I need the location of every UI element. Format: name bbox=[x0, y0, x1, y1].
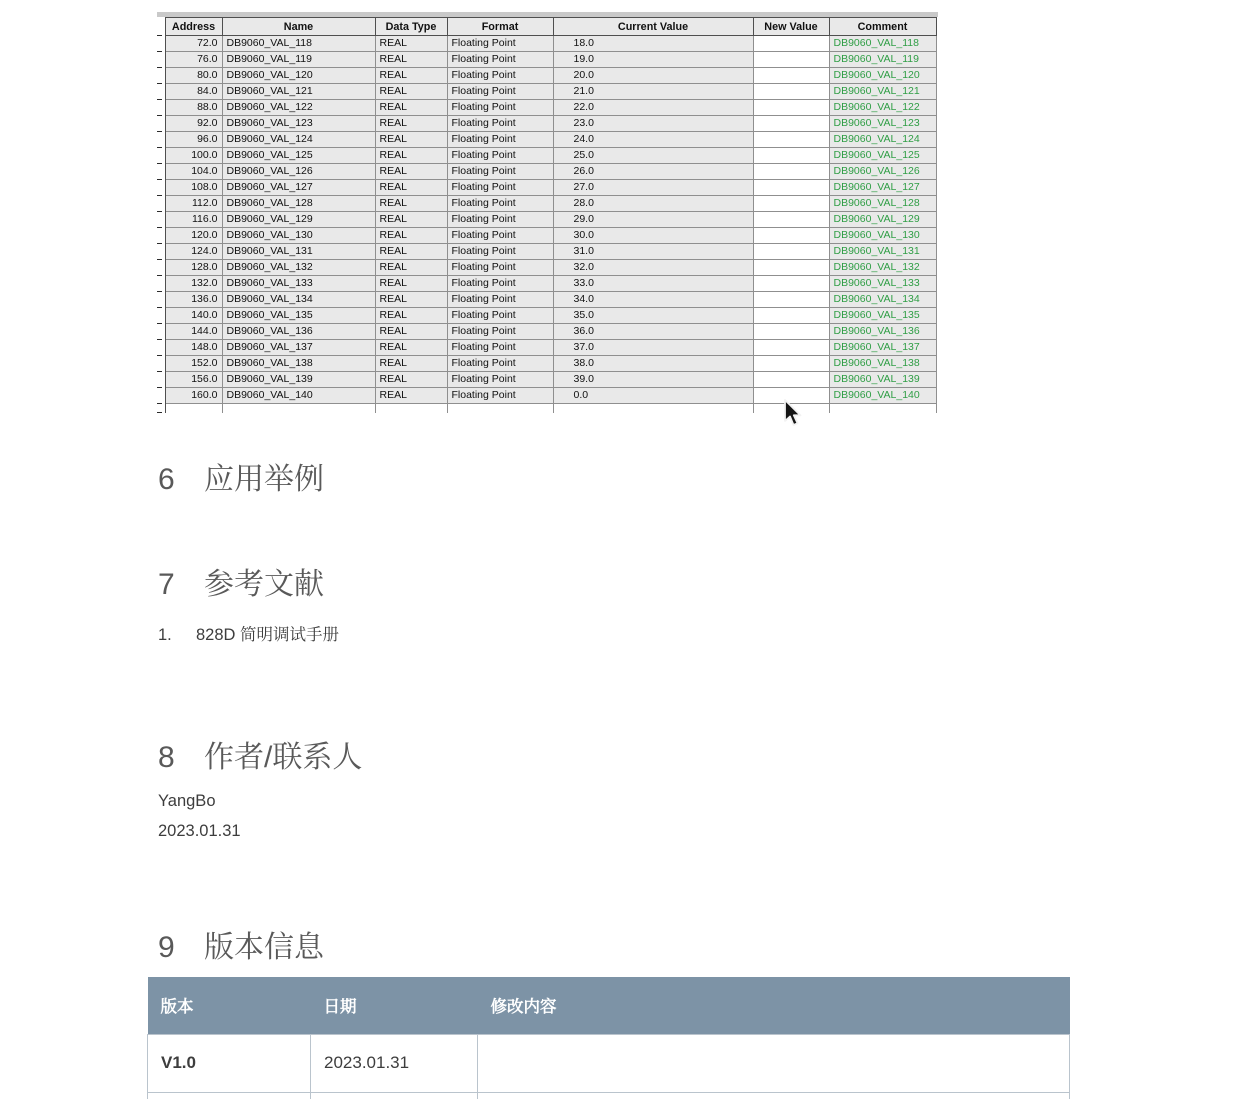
arrow-cursor-icon bbox=[783, 399, 805, 429]
row-marker bbox=[157, 148, 165, 164]
col-header-name: Name bbox=[222, 18, 375, 36]
format-cell: Floating Point bbox=[447, 116, 553, 132]
row-marker bbox=[157, 340, 165, 356]
new-value-cell[interactable] bbox=[753, 244, 829, 260]
address-cell: 108.0 bbox=[165, 180, 222, 196]
address-cell: 80.0 bbox=[165, 68, 222, 84]
section-number: 8 bbox=[158, 741, 175, 774]
row-marker bbox=[157, 228, 165, 244]
name-cell: DB9060_VAL_137 bbox=[222, 340, 375, 356]
comment-cell: DB9060_VAL_122 bbox=[829, 100, 936, 116]
new-value-cell[interactable] bbox=[753, 52, 829, 68]
section-title: 版本信息 bbox=[204, 931, 324, 964]
new-value-cell[interactable] bbox=[753, 260, 829, 276]
section-number: 9 bbox=[158, 931, 175, 964]
comment-cell: DB9060_VAL_132 bbox=[829, 260, 936, 276]
format-cell: Floating Point bbox=[447, 180, 553, 196]
address-cell: 148.0 bbox=[165, 340, 222, 356]
address-cell: 152.0 bbox=[165, 356, 222, 372]
data-type-cell: REAL bbox=[375, 100, 447, 116]
reference-index: 1. bbox=[158, 626, 172, 644]
table-row bbox=[157, 164, 936, 180]
format-cell: Floating Point bbox=[447, 36, 553, 52]
current-value-cell: 32.0 bbox=[553, 260, 753, 276]
reference-text: 828D 简明调试手册 bbox=[196, 626, 340, 644]
version-table-partial-row bbox=[148, 1092, 1070, 1099]
format-cell: Floating Point bbox=[447, 212, 553, 228]
row-marker bbox=[157, 52, 165, 68]
current-value-cell: 37.0 bbox=[553, 340, 753, 356]
table-row bbox=[157, 100, 936, 116]
new-value-cell[interactable] bbox=[753, 36, 829, 52]
row-marker bbox=[157, 212, 165, 228]
current-value-cell: 0.0 bbox=[553, 388, 753, 404]
address-cell: 124.0 bbox=[165, 244, 222, 260]
name-cell: DB9060_VAL_121 bbox=[222, 84, 375, 100]
address-cell: 72.0 bbox=[165, 36, 222, 52]
current-value-cell: 22.0 bbox=[553, 100, 753, 116]
section-title: 作者/联系人 bbox=[204, 741, 363, 774]
col-header-format: Format bbox=[447, 18, 553, 36]
format-cell: Floating Point bbox=[447, 84, 553, 100]
data-type-cell: REAL bbox=[375, 356, 447, 372]
author-name: YangBo bbox=[158, 792, 216, 810]
table-row bbox=[157, 292, 936, 308]
current-value-cell: 19.0 bbox=[553, 52, 753, 68]
table-row bbox=[157, 132, 936, 148]
format-cell: Floating Point bbox=[447, 324, 553, 340]
format-cell: Floating Point bbox=[447, 356, 553, 372]
section-title: 参考文献 bbox=[204, 568, 324, 601]
col-header-current-value: Current Value bbox=[553, 18, 753, 36]
data-type-cell: REAL bbox=[375, 180, 447, 196]
name-cell: DB9060_VAL_129 bbox=[222, 212, 375, 228]
comment-cell: DB9060_VAL_136 bbox=[829, 324, 936, 340]
new-value-cell[interactable] bbox=[753, 164, 829, 180]
current-value-cell: 18.0 bbox=[553, 36, 753, 52]
table-row bbox=[157, 228, 936, 244]
new-value-cell[interactable] bbox=[753, 324, 829, 340]
comment-cell: DB9060_VAL_135 bbox=[829, 308, 936, 324]
name-cell: DB9060_VAL_132 bbox=[222, 260, 375, 276]
format-cell: Floating Point bbox=[447, 308, 553, 324]
table-row bbox=[157, 356, 936, 372]
col-header-comment: Comment bbox=[829, 18, 936, 36]
new-value-cell[interactable] bbox=[753, 180, 829, 196]
data-type-cell: REAL bbox=[375, 292, 447, 308]
comment-cell: DB9060_VAL_129 bbox=[829, 212, 936, 228]
comment-cell: DB9060_VAL_124 bbox=[829, 132, 936, 148]
address-cell: 140.0 bbox=[165, 308, 222, 324]
name-cell: DB9060_VAL_127 bbox=[222, 180, 375, 196]
date-cell: 2023.01.31 bbox=[311, 1034, 478, 1092]
current-value-cell: 29.0 bbox=[553, 212, 753, 228]
version-table-row bbox=[148, 1034, 1070, 1092]
plc-watch-table bbox=[157, 12, 940, 413]
table-row bbox=[157, 372, 936, 388]
name-cell: DB9060_VAL_128 bbox=[222, 196, 375, 212]
data-type-cell: REAL bbox=[375, 260, 447, 276]
name-cell: DB9060_VAL_119 bbox=[222, 52, 375, 68]
address-cell: 144.0 bbox=[165, 324, 222, 340]
table-row bbox=[157, 52, 936, 68]
row-marker bbox=[157, 164, 165, 180]
current-value-cell: 24.0 bbox=[553, 132, 753, 148]
current-value-cell: 20.0 bbox=[553, 68, 753, 84]
section-title: 应用举例 bbox=[204, 463, 324, 496]
name-cell: DB9060_VAL_131 bbox=[222, 244, 375, 260]
address-cell: 116.0 bbox=[165, 212, 222, 228]
current-value-cell: 38.0 bbox=[553, 356, 753, 372]
address-cell: 112.0 bbox=[165, 196, 222, 212]
version-cell: V1.0 bbox=[148, 1034, 311, 1092]
data-type-cell: REAL bbox=[375, 116, 447, 132]
address-cell: 76.0 bbox=[165, 52, 222, 68]
table-row bbox=[157, 116, 936, 132]
name-cell: DB9060_VAL_120 bbox=[222, 68, 375, 84]
data-type-cell: REAL bbox=[375, 276, 447, 292]
comment-cell: DB9060_VAL_133 bbox=[829, 276, 936, 292]
data-type-cell: REAL bbox=[375, 196, 447, 212]
name-cell: DB9060_VAL_133 bbox=[222, 276, 375, 292]
table-row bbox=[157, 340, 936, 356]
name-cell: DB9060_VAL_140 bbox=[222, 388, 375, 404]
data-type-cell: REAL bbox=[375, 244, 447, 260]
row-marker bbox=[157, 260, 165, 276]
comment-cell: DB9060_VAL_128 bbox=[829, 196, 936, 212]
new-value-cell[interactable] bbox=[753, 340, 829, 356]
new-value-cell[interactable] bbox=[753, 308, 829, 324]
table-row bbox=[157, 68, 936, 84]
comment-cell: DB9060_VAL_139 bbox=[829, 372, 936, 388]
current-value-cell: 35.0 bbox=[553, 308, 753, 324]
address-cell: 120.0 bbox=[165, 228, 222, 244]
version-info-table bbox=[147, 977, 1070, 1099]
table-row bbox=[157, 36, 936, 52]
current-value-cell: 31.0 bbox=[553, 244, 753, 260]
comment-cell: DB9060_VAL_118 bbox=[829, 36, 936, 52]
format-cell: Floating Point bbox=[447, 372, 553, 388]
data-type-cell: REAL bbox=[375, 372, 447, 388]
new-value-cell[interactable] bbox=[753, 212, 829, 228]
comment-cell: DB9060_VAL_127 bbox=[829, 180, 936, 196]
current-value-cell: 39.0 bbox=[553, 372, 753, 388]
new-value-cell[interactable] bbox=[753, 356, 829, 372]
section-heading-7 bbox=[158, 567, 324, 603]
table-row bbox=[157, 84, 936, 100]
name-cell: DB9060_VAL_130 bbox=[222, 228, 375, 244]
col-header-date: 日期 bbox=[311, 977, 478, 1034]
row-marker-column bbox=[157, 18, 165, 36]
current-value-cell: 36.0 bbox=[553, 324, 753, 340]
row-marker bbox=[157, 308, 165, 324]
comment-cell: DB9060_VAL_121 bbox=[829, 84, 936, 100]
format-cell: Floating Point bbox=[447, 196, 553, 212]
row-marker bbox=[157, 36, 165, 52]
comment-cell: DB9060_VAL_131 bbox=[829, 244, 936, 260]
table-row bbox=[157, 276, 936, 292]
changes-cell bbox=[478, 1034, 1070, 1092]
data-type-cell: REAL bbox=[375, 68, 447, 84]
address-cell: 136.0 bbox=[165, 292, 222, 308]
empty-partial-row bbox=[157, 404, 936, 413]
row-marker bbox=[157, 324, 165, 340]
name-cell: DB9060_VAL_125 bbox=[222, 148, 375, 164]
col-header-version: 版本 bbox=[148, 977, 311, 1034]
format-cell: Floating Point bbox=[447, 68, 553, 84]
data-type-cell: REAL bbox=[375, 36, 447, 52]
current-value-cell: 33.0 bbox=[553, 276, 753, 292]
comment-cell: DB9060_VAL_137 bbox=[829, 340, 936, 356]
table-row bbox=[157, 388, 936, 404]
new-value-cell[interactable] bbox=[753, 292, 829, 308]
format-cell: Floating Point bbox=[447, 228, 553, 244]
version-table-header-row bbox=[148, 977, 1070, 1034]
row-marker bbox=[157, 292, 165, 308]
data-type-cell: REAL bbox=[375, 308, 447, 324]
comment-cell: DB9060_VAL_138 bbox=[829, 356, 936, 372]
comment-cell: DB9060_VAL_123 bbox=[829, 116, 936, 132]
comment-cell: DB9060_VAL_126 bbox=[829, 164, 936, 180]
address-cell: 100.0 bbox=[165, 148, 222, 164]
name-cell: DB9060_VAL_122 bbox=[222, 100, 375, 116]
comment-cell: DB9060_VAL_140 bbox=[829, 388, 936, 404]
data-type-cell: REAL bbox=[375, 84, 447, 100]
section-heading-6 bbox=[158, 462, 324, 498]
format-cell: Floating Point bbox=[447, 132, 553, 148]
address-cell: 160.0 bbox=[165, 388, 222, 404]
format-cell: Floating Point bbox=[447, 164, 553, 180]
row-marker bbox=[157, 244, 165, 260]
watch-table-header-row bbox=[157, 18, 936, 36]
name-cell: DB9060_VAL_118 bbox=[222, 36, 375, 52]
name-cell: DB9060_VAL_135 bbox=[222, 308, 375, 324]
comment-cell: DB9060_VAL_119 bbox=[829, 52, 936, 68]
address-cell: 92.0 bbox=[165, 116, 222, 132]
format-cell: Floating Point bbox=[447, 100, 553, 116]
reference-list-item bbox=[158, 621, 339, 645]
address-cell: 88.0 bbox=[165, 100, 222, 116]
table-row bbox=[157, 180, 936, 196]
name-cell: DB9060_VAL_124 bbox=[222, 132, 375, 148]
col-header-address: Address bbox=[165, 18, 222, 36]
format-cell: Floating Point bbox=[447, 148, 553, 164]
col-header-changes: 修改内容 bbox=[478, 977, 1070, 1034]
format-cell: Floating Point bbox=[447, 52, 553, 68]
comment-cell: DB9060_VAL_120 bbox=[829, 68, 936, 84]
table-row bbox=[157, 196, 936, 212]
section-number: 7 bbox=[158, 568, 175, 601]
comment-cell: DB9060_VAL_125 bbox=[829, 148, 936, 164]
name-cell: DB9060_VAL_136 bbox=[222, 324, 375, 340]
address-cell: 132.0 bbox=[165, 276, 222, 292]
name-cell: DB9060_VAL_139 bbox=[222, 372, 375, 388]
table-row bbox=[157, 308, 936, 324]
name-cell: DB9060_VAL_123 bbox=[222, 116, 375, 132]
current-value-cell: 27.0 bbox=[553, 180, 753, 196]
row-marker bbox=[157, 388, 165, 404]
row-marker bbox=[157, 372, 165, 388]
name-cell: DB9060_VAL_126 bbox=[222, 164, 375, 180]
data-type-cell: REAL bbox=[375, 52, 447, 68]
format-cell: Floating Point bbox=[447, 276, 553, 292]
table-row bbox=[157, 260, 936, 276]
section-number: 6 bbox=[158, 463, 175, 496]
table-row bbox=[157, 148, 936, 164]
format-cell: Floating Point bbox=[447, 388, 553, 404]
new-value-cell[interactable] bbox=[753, 372, 829, 388]
row-marker bbox=[157, 276, 165, 292]
data-type-cell: REAL bbox=[375, 148, 447, 164]
new-value-cell[interactable] bbox=[753, 228, 829, 244]
table-row bbox=[157, 244, 936, 260]
data-type-cell: REAL bbox=[375, 164, 447, 180]
address-cell: 128.0 bbox=[165, 260, 222, 276]
address-cell: 84.0 bbox=[165, 84, 222, 100]
watch-table-grid bbox=[157, 17, 937, 413]
row-marker bbox=[157, 196, 165, 212]
data-type-cell: REAL bbox=[375, 388, 447, 404]
data-type-cell: REAL bbox=[375, 228, 447, 244]
format-cell: Floating Point bbox=[447, 260, 553, 276]
row-marker bbox=[157, 180, 165, 196]
new-value-cell[interactable] bbox=[753, 132, 829, 148]
col-header-data-type: Data Type bbox=[375, 18, 447, 36]
new-value-cell[interactable] bbox=[753, 68, 829, 84]
new-value-cell[interactable] bbox=[753, 148, 829, 164]
row-marker bbox=[157, 84, 165, 100]
current-value-cell: 25.0 bbox=[553, 148, 753, 164]
format-cell: Floating Point bbox=[447, 244, 553, 260]
new-value-cell[interactable] bbox=[753, 196, 829, 212]
row-marker bbox=[157, 404, 165, 413]
col-header-new-value: New Value bbox=[753, 18, 829, 36]
address-cell: 104.0 bbox=[165, 164, 222, 180]
data-type-cell: REAL bbox=[375, 340, 447, 356]
address-cell: 156.0 bbox=[165, 372, 222, 388]
row-marker bbox=[157, 132, 165, 148]
current-value-cell: 23.0 bbox=[553, 116, 753, 132]
row-marker bbox=[157, 100, 165, 116]
table-row bbox=[157, 212, 936, 228]
data-type-cell: REAL bbox=[375, 324, 447, 340]
author-contact-block bbox=[158, 786, 241, 846]
name-cell: DB9060_VAL_138 bbox=[222, 356, 375, 372]
row-marker bbox=[157, 68, 165, 84]
table-row bbox=[157, 324, 936, 340]
row-marker bbox=[157, 116, 165, 132]
current-value-cell: 26.0 bbox=[553, 164, 753, 180]
section-heading-9 bbox=[158, 930, 324, 966]
new-value-cell[interactable] bbox=[753, 100, 829, 116]
current-value-cell: 30.0 bbox=[553, 228, 753, 244]
current-value-cell: 21.0 bbox=[553, 84, 753, 100]
data-type-cell: REAL bbox=[375, 212, 447, 228]
new-value-cell[interactable] bbox=[753, 116, 829, 132]
current-value-cell: 28.0 bbox=[553, 196, 753, 212]
comment-cell: DB9060_VAL_130 bbox=[829, 228, 936, 244]
author-date: 2023.01.31 bbox=[158, 822, 241, 840]
new-value-cell[interactable] bbox=[753, 276, 829, 292]
section-heading-8 bbox=[158, 740, 362, 776]
new-value-cell[interactable] bbox=[753, 84, 829, 100]
format-cell: Floating Point bbox=[447, 340, 553, 356]
row-marker bbox=[157, 356, 165, 372]
address-cell: 96.0 bbox=[165, 132, 222, 148]
current-value-cell: 34.0 bbox=[553, 292, 753, 308]
data-type-cell: REAL bbox=[375, 132, 447, 148]
format-cell: Floating Point bbox=[447, 292, 553, 308]
name-cell: DB9060_VAL_134 bbox=[222, 292, 375, 308]
comment-cell: DB9060_VAL_134 bbox=[829, 292, 936, 308]
